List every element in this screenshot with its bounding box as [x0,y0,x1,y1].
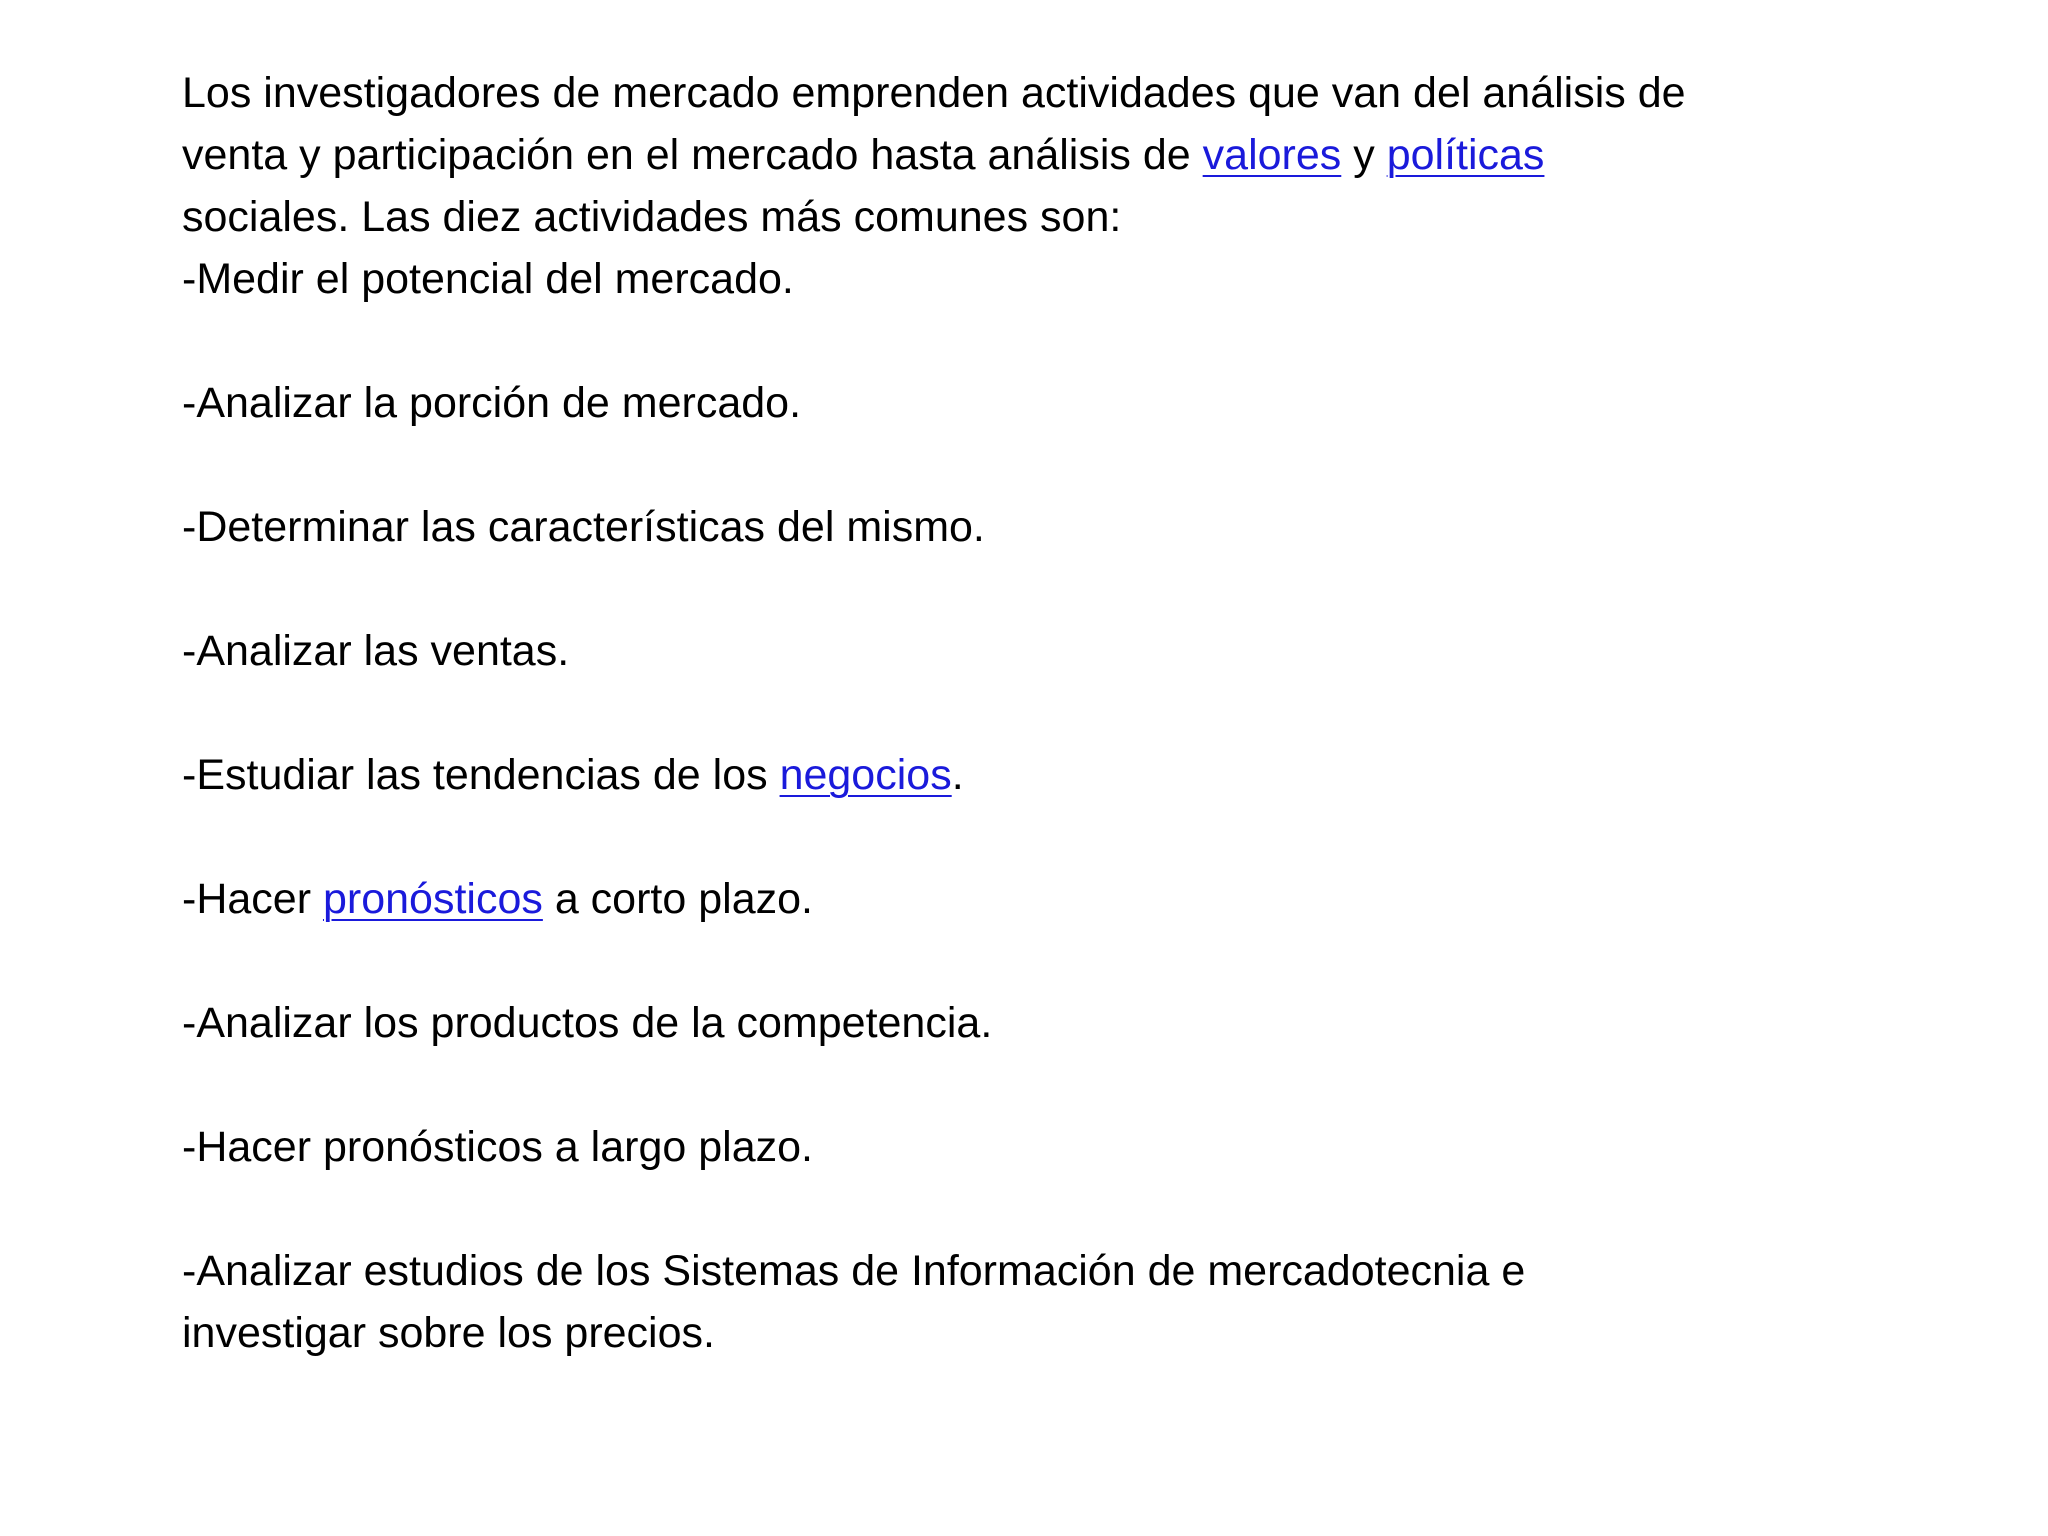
intro-line-3: sociales. Las diez actividades más comunes son: [182,193,1122,241]
list-item-7: -Analizar los productos de la competencia. [182,999,993,1047]
list-item-1: -Medir el potencial del mercado. [182,255,794,303]
spacer [182,1178,1902,1240]
list-item-5-end: . [951,751,964,799]
link-valores[interactable]: valores [1202,131,1342,179]
list-item-9-line-2: investigar sobre los precios. [182,1309,715,1357]
intro-line-2 [182,124,1902,186]
link-politicas[interactable]: políticas [1386,131,1545,179]
spacer [182,930,1902,992]
spacer [182,682,1902,744]
spacer [182,1054,1902,1116]
intro-line-1: Los investigadores de mercado emprenden actividades que van del análisis de [182,69,1686,117]
slide-text-block [182,62,1902,1364]
list-item-5 [182,744,1902,806]
list-item-5-start: -Estudiar las tendencias de los [182,751,780,799]
list-item-6-end: a corto plazo. [542,875,813,923]
list-item-9-line-1: -Analizar estudios de los Sistemas de Información de mercadotecnia e [182,1247,1526,1295]
link-pronosticos[interactable]: pronósticos [322,875,543,923]
spacer [182,310,1902,372]
list-item-8: -Hacer pronósticos a largo plazo. [182,1123,813,1171]
list-item-2: -Analizar la porción de mercado. [182,379,802,427]
spacer [182,558,1902,620]
link-negocios[interactable]: negocios [779,751,952,799]
intro-line-2-start: venta y participación en el mercado hasta análisis de [182,131,1203,179]
list-item-4: -Analizar las ventas. [182,627,570,675]
spacer [182,806,1902,868]
spacer [182,434,1902,496]
list-item-6 [182,868,1902,930]
intro-line-2-mid: y [1341,131,1387,179]
list-item-6-start: -Hacer [182,875,323,923]
list-item-3: -Determinar las características del mismo. [182,503,985,551]
